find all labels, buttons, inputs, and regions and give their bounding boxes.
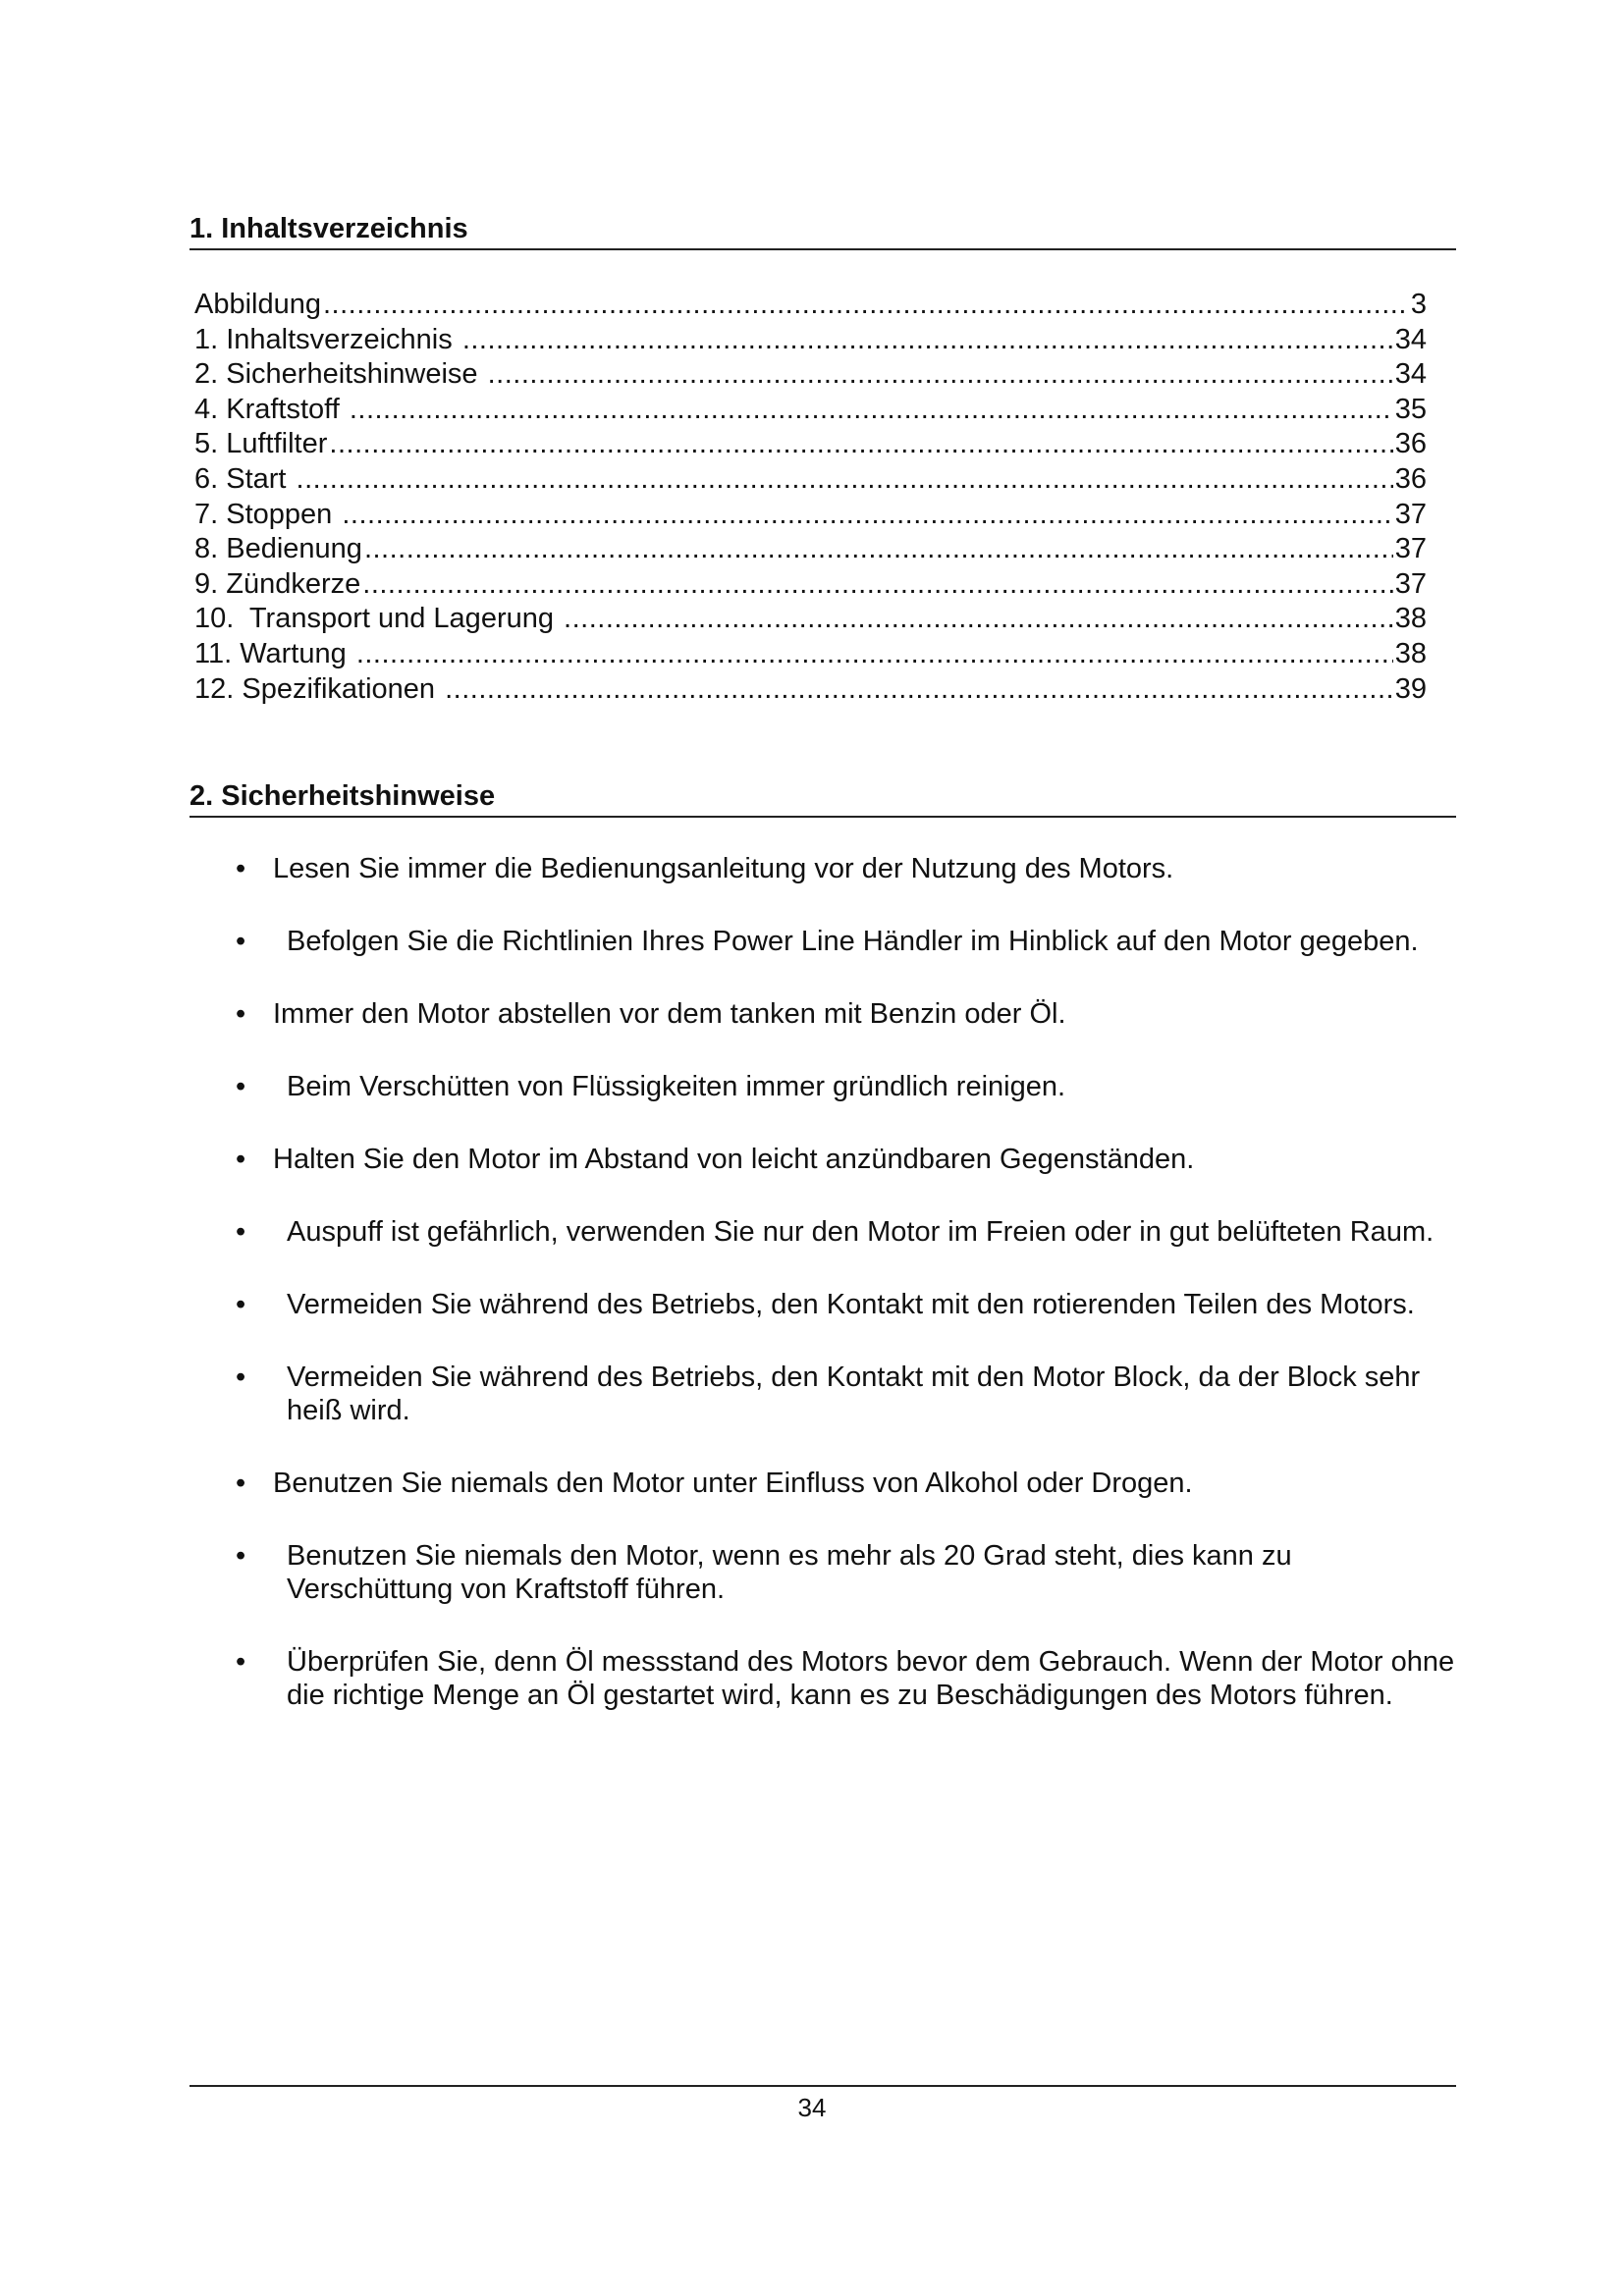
list-item-text: Befolgen Sie die Richtlinien Ihres Power Line Händler im Hinblick auf den Motor gegeben. xyxy=(287,926,1419,957)
toc-entry-page: 38 xyxy=(1394,603,1427,635)
table-of-contents xyxy=(194,288,1427,707)
toc-entry[interactable] xyxy=(194,498,1427,533)
bullet-icon: • xyxy=(236,998,246,1030)
toc-leader-dots xyxy=(323,288,1409,323)
bullet-icon: • xyxy=(236,1362,246,1393)
toc-entry-title: 7. Stoppen xyxy=(194,498,341,530)
bullet-icon: • xyxy=(236,853,246,884)
list-item-text: Vermeiden Sie während des Betriebs, den Kontakt mit den rotierenden Teilen des Motors. xyxy=(287,1289,1415,1320)
list-item-text: Beim Verschütten von Flüssigkeiten immer gründlich reinigen. xyxy=(287,1071,1066,1102)
toc-entry[interactable] xyxy=(194,357,1427,393)
toc-leader-dots xyxy=(297,462,1393,498)
toc-entry-page: 34 xyxy=(1394,358,1427,391)
toc-entry-page: 37 xyxy=(1394,567,1427,600)
list-item-text: Benutzen Sie niemals den Motor unter Einfluss von Alkohol oder Drogen. xyxy=(273,1468,1193,1499)
toc-entry-title: 2. Sicherheitshinweise xyxy=(194,358,486,391)
toc-leader-dots xyxy=(356,637,1393,672)
toc-entry[interactable] xyxy=(194,567,1427,603)
safety-list xyxy=(236,852,1463,1751)
toc-entry-title: 12. Spezifikationen xyxy=(194,672,444,705)
toc-entry-title: 8. Bedienung xyxy=(194,533,362,565)
safety-heading: 2. Sicherheitshinweise xyxy=(189,778,1456,818)
toc-entry[interactable] xyxy=(194,393,1427,428)
toc-leader-dots xyxy=(342,498,1392,533)
toc-leader-dots xyxy=(445,672,1393,708)
list-item-text: Lesen Sie immer die Bedienungsanleitung vor der Nutzung des Motors. xyxy=(273,853,1174,884)
toc-leader-dots xyxy=(488,357,1393,393)
toc-entry[interactable] xyxy=(194,602,1427,637)
footer-divider xyxy=(189,2085,1456,2087)
list-item xyxy=(236,997,1463,1031)
toc-entry-title: 1. Inhaltsverzeichnis xyxy=(194,323,460,355)
toc-entry[interactable] xyxy=(194,532,1427,567)
bullet-icon: • xyxy=(236,1144,246,1175)
bullet-icon: • xyxy=(236,1646,246,1678)
list-item xyxy=(236,1143,1463,1176)
toc-entry-title: 6. Start xyxy=(194,462,295,495)
toc-entry-title: 4. Kraftstoff xyxy=(194,393,348,425)
bullet-icon: • xyxy=(236,1468,246,1499)
list-item xyxy=(236,1361,1463,1427)
list-item xyxy=(236,1288,1463,1321)
page-number: 34 xyxy=(797,2093,827,2122)
bullet-icon: • xyxy=(236,1216,246,1248)
toc-entry-page: 3 xyxy=(1410,289,1427,320)
toc-entry-title: Abbildung xyxy=(194,289,321,320)
list-item-text: Vermeiden Sie während des Betriebs, den Kontakt mit den Motor Block, da der Block sehr heiß wird. xyxy=(287,1362,1421,1426)
toc-entry-title: 11. Wartung xyxy=(194,637,354,669)
list-item-text: Auspuff ist gefährlich, verwenden Sie nur den Motor im Freien oder in gut belüfteten Raum. xyxy=(287,1216,1435,1248)
list-item xyxy=(236,1539,1463,1606)
toc-entry-page: 36 xyxy=(1394,462,1427,495)
toc-entry-title: 9. Zündkerze xyxy=(194,567,361,600)
bullet-icon: • xyxy=(236,1540,246,1572)
bullet-icon: • xyxy=(236,1289,246,1320)
list-item xyxy=(236,852,1463,885)
toc-entry[interactable] xyxy=(194,462,1427,498)
bullet-icon: • xyxy=(236,926,246,957)
list-item xyxy=(236,925,1463,958)
toc-entry[interactable] xyxy=(194,427,1427,462)
toc-entry-page: 34 xyxy=(1394,323,1427,355)
toc-entry-page: 39 xyxy=(1394,672,1427,705)
toc-leader-dots xyxy=(362,567,1392,603)
toc-leader-dots xyxy=(564,602,1393,637)
list-item xyxy=(236,1215,1463,1249)
toc-entry-page: 37 xyxy=(1394,498,1427,530)
toc-entry-page: 35 xyxy=(1394,393,1427,425)
list-item-text: Halten Sie den Motor im Abstand von leicht anzündbaren Gegenständen. xyxy=(273,1144,1195,1175)
toc-heading: 1. Inhaltsverzeichnis xyxy=(189,211,1456,250)
toc-entry-page: 37 xyxy=(1394,533,1427,565)
toc-entry-page: 38 xyxy=(1394,637,1427,669)
toc-entry[interactable] xyxy=(194,672,1427,708)
toc-leader-dots xyxy=(364,532,1393,567)
list-item-text: Überprüfen Sie, denn Öl messstand des Motors bevor dem Gebrauch. Wenn der Motor ohne die richtige Menge an Öl gestartet wird, kann es zu Beschädigungen des Motors führen. xyxy=(287,1646,1455,1711)
list-item xyxy=(236,1645,1463,1712)
list-item xyxy=(236,1467,1463,1500)
list-item-text: Benutzen Sie niemals den Motor, wenn es mehr als 20 Grad steht, dies kann zu Verschüttung von Kraftstoff führen. xyxy=(287,1540,1292,1605)
toc-entry[interactable] xyxy=(194,637,1427,672)
toc-entry[interactable] xyxy=(194,323,1427,358)
list-item xyxy=(236,1070,1463,1103)
toc-entry[interactable] xyxy=(194,288,1427,323)
toc-entry-title: 10. Transport und Lagerung xyxy=(194,603,563,635)
list-item-text: Immer den Motor abstellen vor dem tanken mit Benzin oder Öl. xyxy=(273,998,1066,1030)
toc-entry-page: 36 xyxy=(1394,428,1427,460)
bullet-icon: • xyxy=(236,1071,246,1102)
toc-entry-title: 5. Luftfilter xyxy=(194,428,328,460)
toc-leader-dots xyxy=(462,323,1393,358)
toc-leader-dots xyxy=(329,427,1392,462)
toc-leader-dots xyxy=(350,393,1393,428)
